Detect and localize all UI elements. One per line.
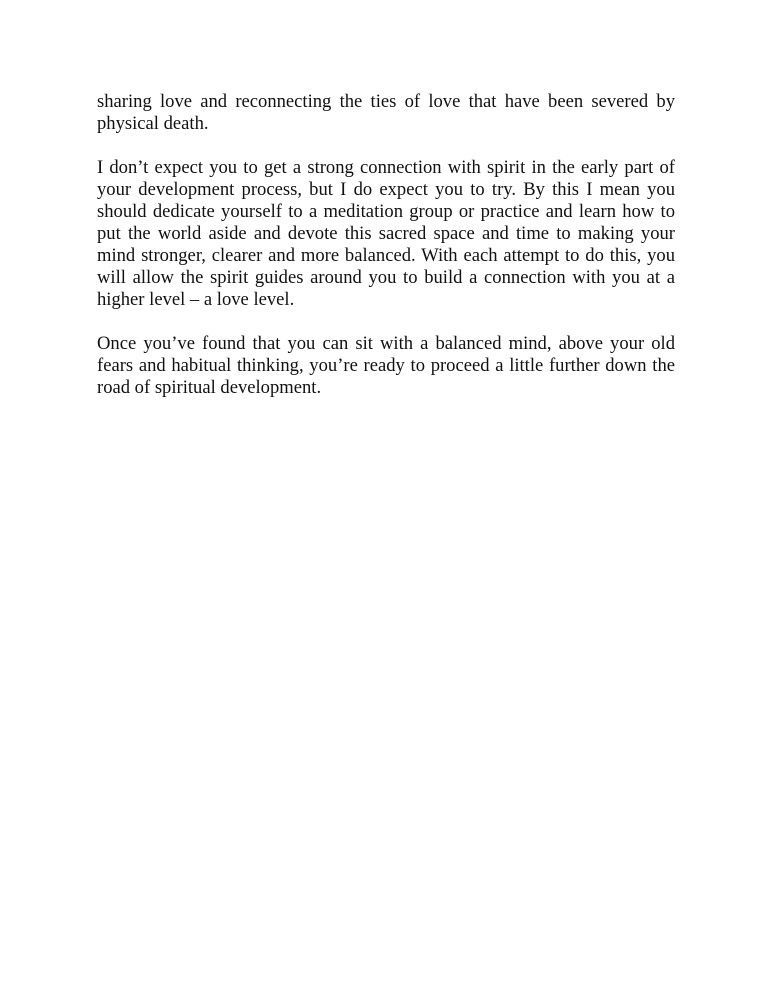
paragraph-3: Once you’ve found that you can sit with a balanced mind, above your old fears and habitual thinking, you’re ready to proceed a little further down the road of spiritual development.	[97, 333, 675, 398]
paragraph-2: I don’t expect you to get a strong connection with spirit in the early part of your development process, but I do expect you to try. By this I mean you should dedicate yourself to a meditation group or practice and learn how to put the world aside and devote this sacred space and time to making your mind stronger, clearer and more balanced. With each attempt to do this, you will allow the spirit guides around you to build a connection with you at a higher level – a love level.	[97, 157, 675, 310]
paragraph-1: sharing love and reconnecting the ties of love that have been severed by physical death.	[97, 91, 675, 134]
body-text	[97, 91, 675, 399]
